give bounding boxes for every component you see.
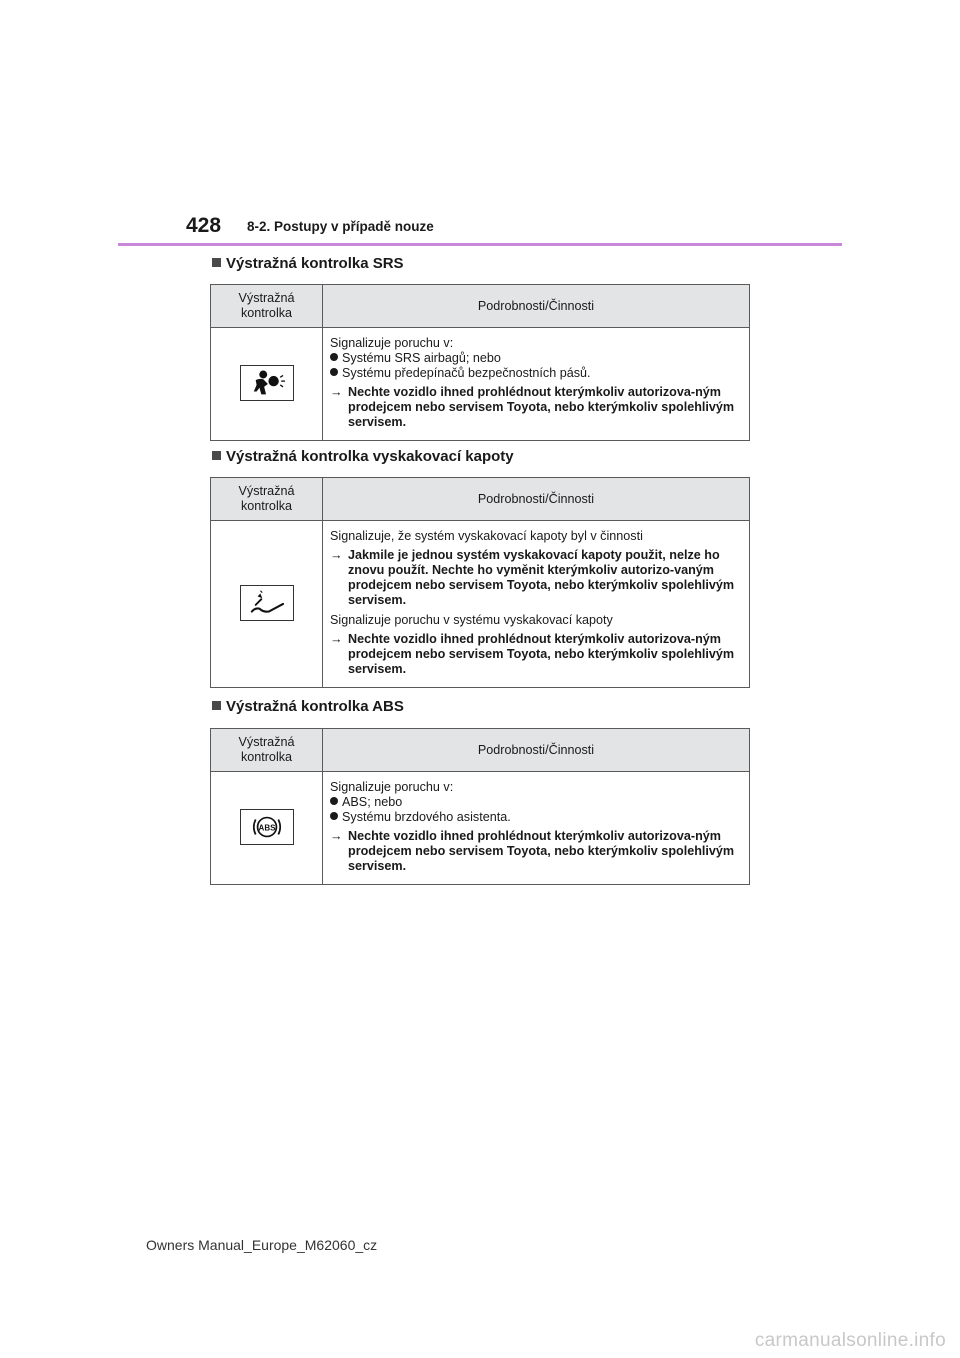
chapter-title: 8-2. Postupy v případě nouze	[247, 219, 434, 234]
header-col-details: Podrobnosti/Činnosti	[323, 729, 750, 772]
details-cell	[323, 772, 750, 885]
action-text: Nechte vozidlo ihned prohlédnout kterýmkoliv autorizova-ným prodejcem nebo servisem Toyota, nebo kterýmkoliv spolehlivým servisem.	[348, 632, 735, 676]
section-title-text: Výstražná kontrolka SRS	[226, 255, 404, 272]
abs-icon	[240, 809, 294, 845]
section-title-text: Výstražná kontrolka vyskakovací kapoty	[226, 448, 514, 465]
detail-intro: Signalizuje poruchu v:	[330, 336, 454, 350]
section-title-abs	[212, 698, 404, 715]
section-marker	[212, 258, 221, 267]
arrow-icon: →	[330, 548, 343, 562]
header-col-light: Výstražná kontrolka	[211, 729, 323, 772]
arrow-icon: →	[330, 632, 343, 646]
detail-action	[330, 548, 744, 608]
bullet-dot	[330, 812, 338, 820]
header-col-light: Výstražná kontrolka	[211, 478, 323, 521]
details-cell	[323, 328, 750, 441]
abs-icon-label: ABS	[258, 822, 275, 832]
detail-bullet	[330, 366, 744, 381]
page-number: 428	[186, 214, 222, 237]
header-col-details: Podrobnosti/Činnosti	[323, 478, 750, 521]
header-col-details: Podrobnosti/Činnosti	[323, 285, 750, 328]
header-rule	[118, 243, 842, 246]
bullet-text: Systému brzdového asistenta.	[342, 810, 511, 824]
section-title-srs	[212, 255, 404, 272]
detail-action	[330, 632, 744, 677]
icon-cell	[211, 521, 323, 688]
detail-intro: Signalizuje poruchu v systému vyskakovací kapoty	[330, 613, 613, 627]
detail-action	[330, 829, 744, 874]
arrow-icon: →	[330, 385, 343, 399]
warning-table-srs	[210, 284, 750, 441]
section-marker	[212, 451, 221, 460]
detail-intro: Signalizuje, že systém vyskakovací kapoty byl v činnosti	[330, 529, 643, 543]
bullet-dot	[330, 368, 338, 376]
header-col-light: Výstražná kontrolka	[211, 285, 323, 328]
table-header-row	[211, 285, 750, 328]
table-header-row	[211, 478, 750, 521]
section-title-hood	[212, 448, 514, 465]
action-text: Jakmile je jednou systém vyskakovací kapoty použit, nelze ho znovu použít. Nechte ho vyměnit kterýmkoliv autorizo-vaným prodejcem nebo servisem Toyota, nebo kterýmkoliv spolehlivým servisem.	[348, 548, 735, 607]
table-row	[211, 328, 750, 441]
detail-bullet	[330, 810, 744, 825]
table-row	[211, 772, 750, 885]
table-header-row	[211, 729, 750, 772]
bullet-dot	[330, 353, 338, 361]
bullet-text: ABS; nebo	[342, 795, 403, 809]
footer-text: Owners Manual_Europe_M62060_cz	[146, 1237, 378, 1253]
icon-cell	[211, 772, 323, 885]
action-text: Nechte vozidlo ihned prohlédnout kterýmkoliv autorizova-ným prodejcem nebo servisem Toyota, nebo kterýmkoliv spolehlivým servisem.	[348, 385, 735, 429]
section-title-text: Výstražná kontrolka ABS	[226, 698, 404, 715]
icon-cell	[211, 328, 323, 441]
action-text: Nechte vozidlo ihned prohlédnout kterýmkoliv autorizova-ným prodejcem nebo servisem Toyota, nebo kterýmkoliv spolehlivým servisem.	[348, 829, 735, 873]
watermark-link[interactable]: carmanualsonline.info	[754, 1330, 946, 1351]
warning-table-hood	[210, 477, 750, 688]
detail-intro: Signalizuje poruchu v:	[330, 780, 454, 794]
table-row	[211, 521, 750, 688]
arrow-icon: →	[330, 829, 343, 843]
bullet-text: Systému předepínačů bezpečnostních pásů.	[342, 366, 591, 380]
bullet-dot	[330, 797, 338, 805]
srs-airbag-icon	[240, 365, 294, 401]
detail-bullet	[330, 351, 744, 366]
pop-up-hood-icon	[240, 585, 294, 621]
bullet-text: Systému SRS airbagů; nebo	[342, 351, 501, 365]
detail-action	[330, 385, 744, 430]
warning-table-abs	[210, 728, 750, 885]
detail-bullet	[330, 795, 744, 810]
section-marker	[212, 701, 221, 710]
details-cell	[323, 521, 750, 688]
